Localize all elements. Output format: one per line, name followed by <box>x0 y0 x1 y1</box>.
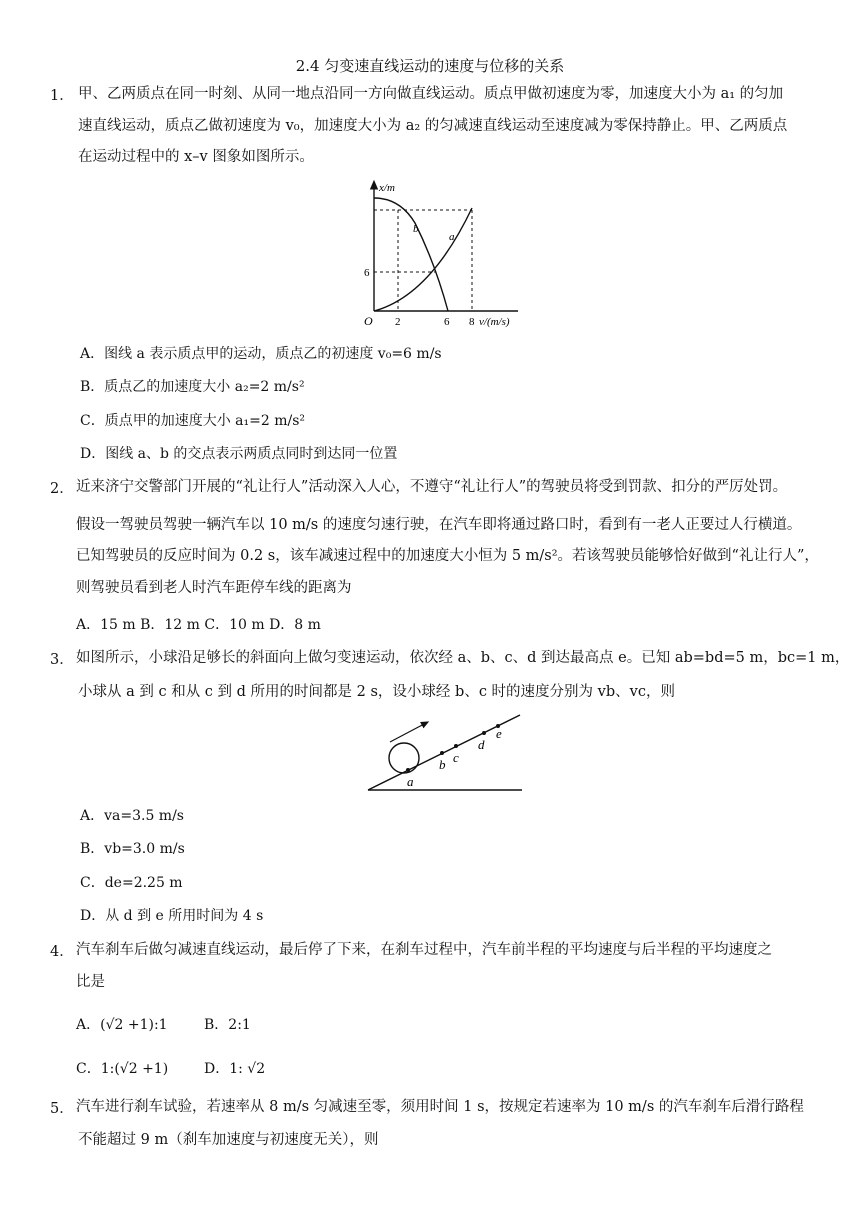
option-d: D．图线 a、b 的交点表示两质点同时到达同一位置 <box>80 446 398 462</box>
y-tick-label: 6 <box>364 267 370 279</box>
question-text-line: 近来济宁交警部门开展的“礼让行人”活动深入人心，不遵守“礼让行人”的驾驶员将受到罚款、扣分的严厉处罚。 <box>76 479 788 495</box>
question-number: 3． <box>50 652 74 668</box>
x-v-graph <box>360 178 530 333</box>
curve-a <box>374 208 472 311</box>
curve-b-label: b <box>413 223 419 235</box>
option-c: C．1:(√2 +1) <box>76 1061 169 1077</box>
motion-arrow <box>390 723 426 742</box>
x-axis-label: v/(m/s) <box>479 316 510 328</box>
point-label-a: a <box>407 774 414 789</box>
question-text-line: 甲、乙两质点在同一时刻、从同一地点沿同一方向做直线运动。质点甲做初速度为零，加速度大小为 a₁ 的匀加 <box>78 86 784 102</box>
option-c: C．质点甲的加速度大小 a₁=2 m/s² <box>80 413 305 429</box>
page-title: 2.4 匀变速直线运动的速度与位移的关系 <box>295 57 565 75</box>
point-label-d: d <box>478 737 485 752</box>
option-a: A．图线 a 表示质点甲的运动，质点乙的初速度 v₀=6 m/s <box>80 346 442 362</box>
question-number: 4． <box>50 944 74 960</box>
question-text-line: 汽车刹车后做匀减速直线运动，最后停了下来，在刹车过程中，汽车前半程的平均速度与后半程的平均速度之 <box>76 942 772 958</box>
option-d: D．1: √2 <box>204 1061 266 1077</box>
question-text-line: 在运动过程中的 x–v 图象如图所示。 <box>78 149 314 165</box>
question-text-line: 如图所示，小球沿足够长的斜面向上做匀变速运动，依次经 a、b、c、d 到达最高点 e。已知 ab=bd=5 m，bc=1 m， <box>76 650 850 666</box>
origin-label: O <box>364 314 373 328</box>
question-text-line: 汽车进行刹车试验，若速率从 8 m/s 匀减速至零，须用时间 1 s，按规定若速率为 10 m/s 的汽车刹车后滑行路程 <box>76 1099 804 1115</box>
ball <box>389 743 419 773</box>
option-b: B．2:1 <box>204 1017 251 1033</box>
question-number: 1． <box>50 88 74 104</box>
x-tick-label: 6 <box>444 316 450 328</box>
question-text-line: 已知驾驶员的反应时间为 0.2 s，该车减速过程中的加速度大小恒为 5 m/s²。若该驾驶员能够恰好做到“礼让行人”， <box>76 548 819 564</box>
option-c: C．de=2.25 m <box>80 875 183 891</box>
option-b: B．质点乙的加速度大小 a₂=2 m/s² <box>80 379 305 395</box>
question-text-line: 则驾驶员看到老人时汽车距停车线的距离为 <box>76 580 352 596</box>
point-label-b: b <box>439 757 446 772</box>
question-text-line: 不能超过 9 m（刹车加速度与初速度无关），则 <box>78 1132 379 1148</box>
curve-b <box>374 198 448 311</box>
option-d: D．从 d 到 e 所用时间为 4 s <box>80 908 264 924</box>
question-text-line: 小球从 a 到 c 和从 c 到 d 所用的时间都是 2 s，设小球经 b、c 时的速度分别为 vb、vc，则 <box>78 684 675 700</box>
question-number: 5． <box>50 1101 74 1117</box>
y-axis-label: x/m <box>379 182 395 194</box>
point-label-e: e <box>496 726 502 741</box>
question-number: 2． <box>50 481 74 497</box>
option-b: B．vb=3.0 m/s <box>80 841 185 857</box>
x-tick-label: 2 <box>395 316 401 328</box>
incline-figure <box>360 712 530 797</box>
question-text-line: 速直线运动，质点乙做初速度为 v₀，加速度大小为 a₂ 的匀减速直线运动至速度减为零保持静止。甲、乙两质点 <box>78 118 788 134</box>
question-text-line: 假设一驾驶员驾驶一辆汽车以 10 m/s 的速度匀速行驶，在汽车即将通过路口时，看到有一老人正要过人行横道。 <box>76 517 802 533</box>
point-label-c: c <box>453 750 459 765</box>
curve-a-label: a <box>449 231 455 243</box>
option-a: A．va=3.5 m/s <box>80 808 184 824</box>
x-tick-label: 8 <box>469 316 475 328</box>
options-row: A．15 m B．12 m C．10 m D．8 m <box>76 617 321 633</box>
option-a: A．(√2 +1):1 <box>76 1017 168 1033</box>
question-text-line: 比是 <box>76 974 105 990</box>
